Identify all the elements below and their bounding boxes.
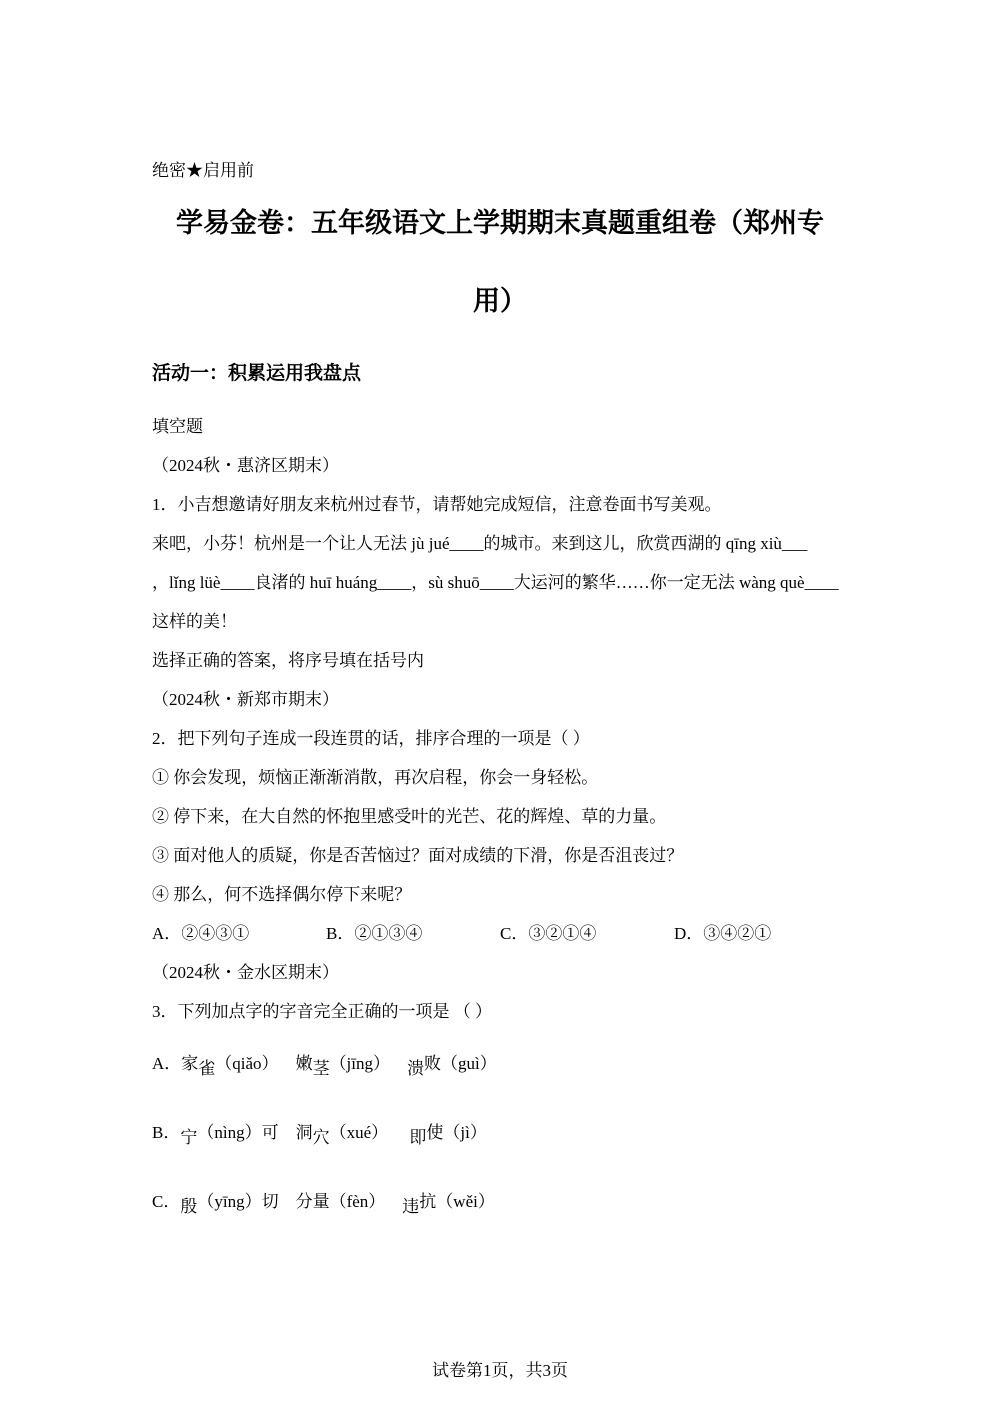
word-char: 抗 [419,1192,437,1211]
pinyin: （wěi） [436,1192,495,1211]
page-title-line2: 用） [473,286,527,317]
question-type-choice: 选择正确的答案，将序号填在括号内 [152,651,424,670]
word-char: 分 [295,1192,313,1211]
dotted-char: 穴 [312,1128,330,1147]
q1-source: （2024秋・惠济区期末） [152,456,339,475]
q3-option-b [152,1122,487,1147]
option-label: A． [152,1054,182,1073]
word-char: 败 [424,1054,442,1073]
question-type-fill: 填空题 [152,417,203,436]
dotted-char: 违 [402,1197,420,1216]
q2-option-d: D．③④②① [674,924,772,943]
option-label: B． [152,1123,181,1142]
word-char: 使 [426,1123,444,1142]
section-title: 活动一：积累运用我盘点 [152,362,362,384]
pinyin: （guì） [441,1054,497,1073]
dotted-char: 溃 [407,1059,425,1078]
dotted-char: 殷 [180,1197,198,1216]
dotted-char: 茎 [312,1059,330,1078]
pinyin: （yīng） [197,1192,262,1211]
word-char: 切 [261,1192,279,1211]
q1-text-line2: ，lǐng lüè____良渚的 huī huáng____，sù shuō____大运河的繁华……你一定无法 wàng què____ [152,573,839,592]
word-char: 家 [181,1054,199,1073]
dotted-char: 量 [312,1192,330,1211]
pinyin: （fèn） [329,1192,386,1211]
q1-text-line3: 这样的美！ [152,612,237,631]
secret-label: 绝密★启用前 [152,161,254,180]
pinyin: （xué） [329,1123,389,1142]
q2-source: （2024秋・新郑市期末） [152,690,339,709]
word-char: 嫩 [295,1054,313,1073]
q2-option-c: C．③②①④ [500,924,597,943]
pinyin: （jīng） [329,1054,391,1073]
q2-sentence-3: ③ 面对他人的质疑，你是否苦恼过？面对成绩的下滑，你是否沮丧过？ [152,846,684,865]
q2-option-a: A．②④③① [152,924,250,943]
q3-option-a [152,1053,497,1078]
word-char: 洞 [295,1123,313,1142]
pinyin: （qiǎo） [215,1054,279,1073]
q2-sentence-1: ① 你会发现，烦恼正渐渐消散，再次启程，你会一身轻松。 [152,768,599,787]
q2-sentence-4: ④ 那么，何不选择偶尔停下来呢？ [152,885,412,904]
q3-option-c [152,1191,495,1216]
dotted-char: 宁 [180,1128,198,1147]
q3-stem: 3．下列加点字的字音完全正确的一项是 （ ） [152,1002,492,1021]
option-label: C． [152,1192,181,1211]
q2-stem: 2．把下列句子连成一段连贯的话，排序合理的一项是（ ） [152,729,590,748]
q2-sentence-2: ② 停下来，在大自然的怀抱里感受叶的光芒、花的辉煌、草的力量。 [152,807,667,826]
pinyin: （nìng） [197,1123,262,1142]
pinyin: （jì） [443,1123,487,1142]
q1-text-line1: 来吧，小芬！杭州是一个让人无法 jù jué____的城市。来到这儿，欣赏西湖的 qīng xiù___ [152,534,808,553]
page-footer: 试卷第1页，共3页 [432,1361,568,1380]
q2-option-b: B．②①③④ [326,924,423,943]
word-char: 可 [261,1123,279,1142]
page-title-line1: 学易金卷：五年级语文上学期期末真题重组卷（郑州专 [176,208,824,239]
dotted-char: 雀 [198,1059,216,1078]
q1-stem: 1．小吉想邀请好朋友来杭州过春节，请帮她完成短信，注意卷面书写美观。 [152,495,722,514]
q3-source: （2024秋・金水区期末） [152,963,339,982]
dotted-char: 即 [409,1128,427,1147]
